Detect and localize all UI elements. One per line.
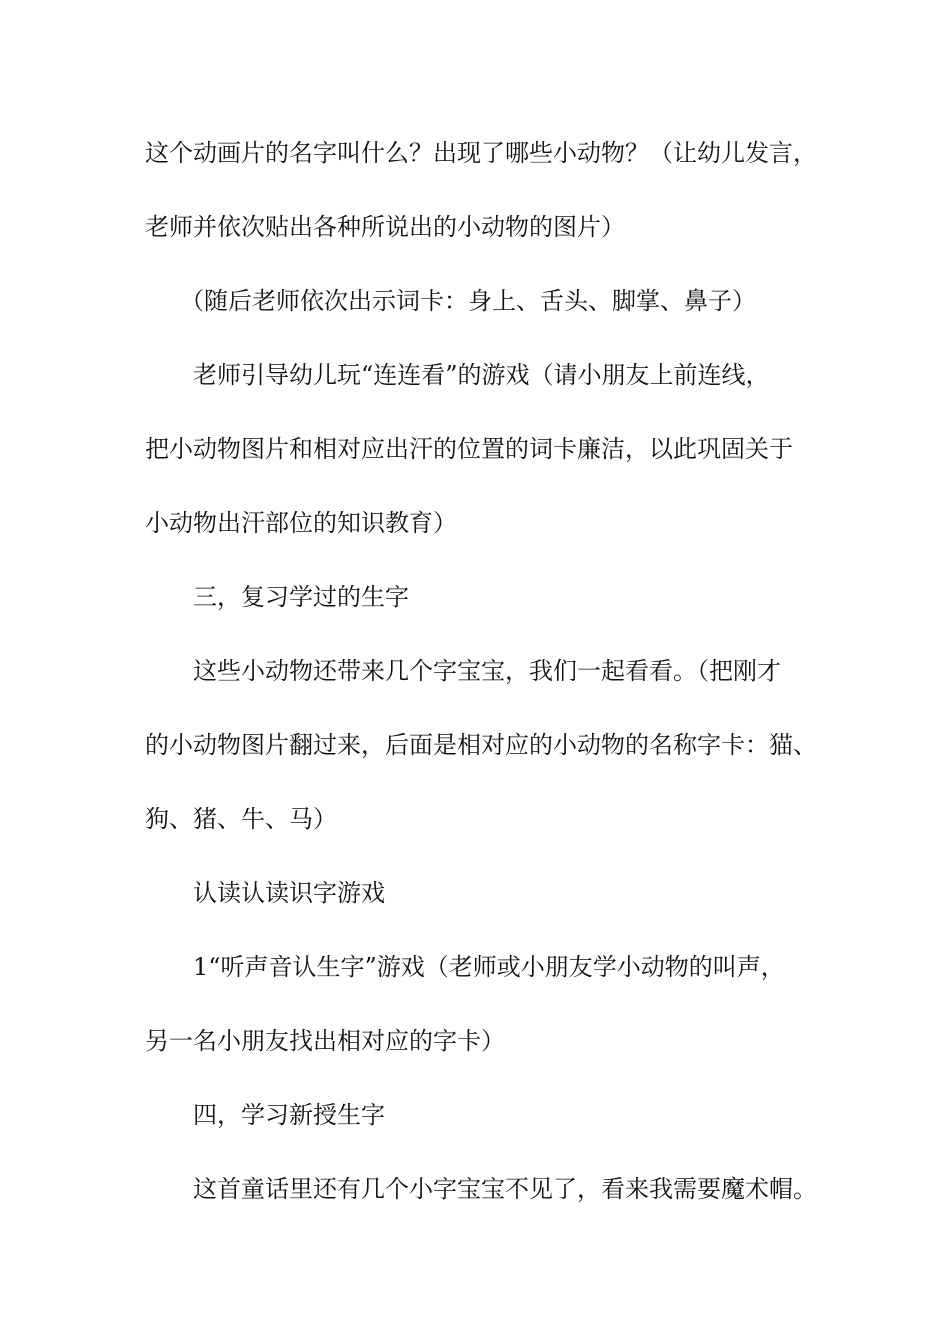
text-line-11: 认读认读识字游戏 [193, 879, 385, 907]
text-line-12: 1“听声音认生字”游戏（老师或小朋友学小动物的叫声， [193, 953, 785, 981]
text-line-15: 这首童话里还有几个小字宝宝不见了，看来我需要魔术帽。 [193, 1175, 817, 1203]
text-line-5: 把小动物图片和相对应出汗的位置的词卡廉洁，以此巩固关于 [145, 435, 793, 463]
section-heading-4: 四，学习新授生字 [193, 1101, 385, 1129]
text-line-3: （随后老师依次出示词卡：身上、舌头、脚掌、鼻子） [180, 287, 756, 315]
text-line-9: 的小动物图片翻过来，后面是相对应的小动物的名称字卡：猫、 [145, 731, 817, 759]
text-line-4: 老师引导幼儿玩“连连看”的游戏（请小朋友上前连线， [193, 361, 770, 389]
text-line-10: 狗、猪、牛、马） [145, 805, 337, 833]
text-line-8: 这些小动物还带来几个字宝宝，我们一起看看。（把刚才 [193, 657, 781, 685]
section-heading-3: 三，复习学过的生字 [193, 583, 409, 611]
text-line-6: 小动物出汗部位的知识教育） [145, 509, 457, 537]
text-line-13: 另一名小朋友找出相对应的字卡） [145, 1027, 505, 1055]
text-line-1: 这个动画片的名字叫什么？出现了哪些小动物？（让幼儿发言， [145, 139, 817, 167]
text-line-2: 老师并依次贴出各种所说出的小动物的图片） [145, 213, 625, 241]
